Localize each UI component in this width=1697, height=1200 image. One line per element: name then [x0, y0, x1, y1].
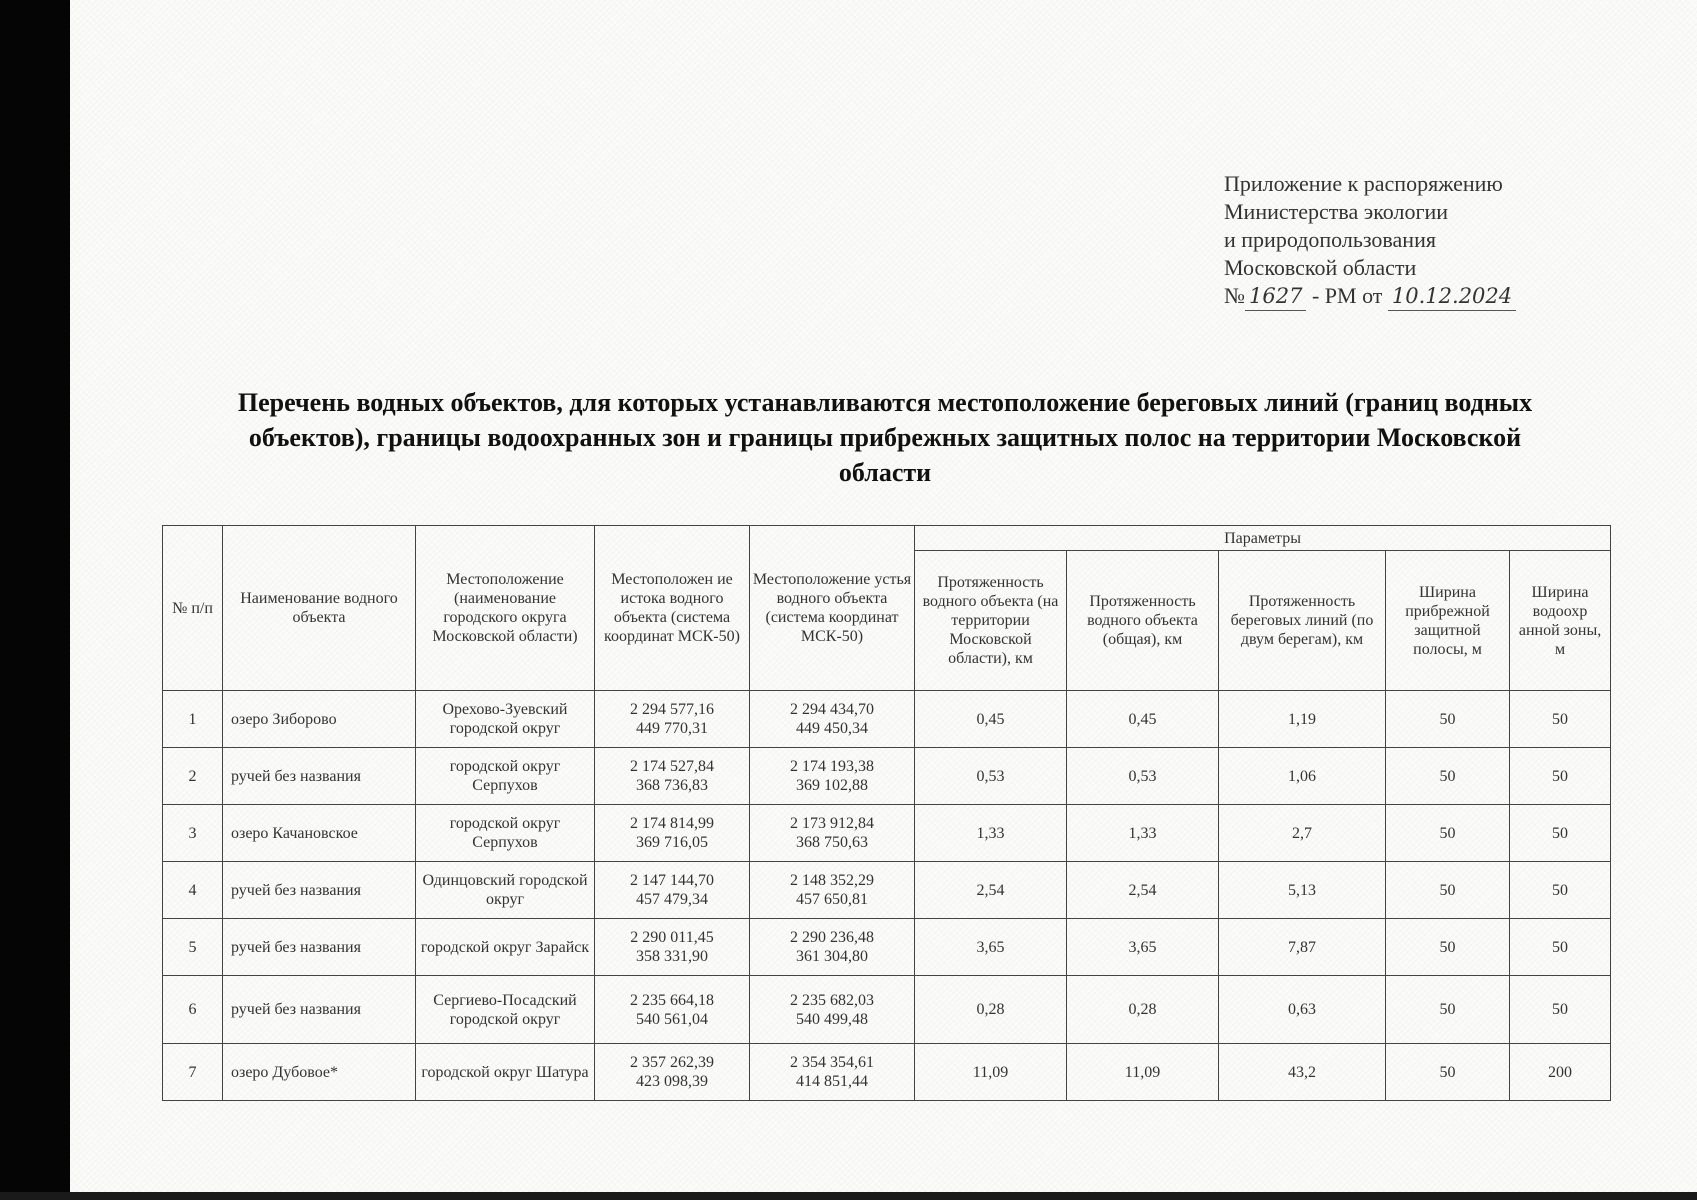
- cell-num: 2: [163, 748, 223, 805]
- mouth-x: 2 290 236,48: [790, 929, 874, 946]
- cell-source: [595, 805, 750, 862]
- header-length-total: Протяженность водного объекта (общая), км: [1067, 551, 1219, 691]
- appendix-block: [1224, 170, 1516, 311]
- cell-shore-length: 2,7: [1219, 805, 1386, 862]
- handwritten-number: 1627: [1245, 282, 1306, 311]
- appendix-number-line: [1224, 282, 1516, 311]
- cell-num: 1: [163, 691, 223, 748]
- cell-zone-width: 50: [1510, 805, 1611, 862]
- cell-shore-length: 7,87: [1219, 919, 1386, 976]
- cell-zone-width: 50: [1510, 976, 1611, 1044]
- cell-zone-width: 50: [1510, 748, 1611, 805]
- source-y: 423 098,39: [636, 1073, 708, 1090]
- cell-mouth: [750, 691, 915, 748]
- cell-mouth: [750, 919, 915, 976]
- cell-num: 6: [163, 976, 223, 1044]
- cell-zone-width: 50: [1510, 691, 1611, 748]
- cell-length-total: 2,54: [1067, 862, 1219, 919]
- number-suffix: - РМ от: [1311, 283, 1383, 308]
- number-prefix: №: [1224, 283, 1245, 308]
- cell-length-total: 0,45: [1067, 691, 1219, 748]
- source-y: 540 561,04: [636, 1010, 708, 1028]
- cell-length-region: 0,28: [915, 976, 1067, 1044]
- handwritten-date: 10.12.2024: [1388, 282, 1516, 311]
- cell-shore-length: 43,2: [1219, 1044, 1386, 1101]
- cell-location: городской округ Зарайск: [416, 919, 595, 976]
- scan-left-border: [0, 0, 70, 1200]
- header-zone-width: Ширина водоохр анной зоны, м: [1510, 551, 1611, 691]
- cell-location: Одинцовский городской округ: [416, 862, 595, 919]
- cell-mouth: [750, 976, 915, 1044]
- source-x: 2 290 011,45: [630, 929, 714, 946]
- cell-length-total: 0,28: [1067, 976, 1219, 1044]
- table-row: [163, 1044, 1611, 1101]
- cell-mouth: [750, 748, 915, 805]
- cell-name: озеро Зиборово: [223, 691, 416, 748]
- cell-num: 5: [163, 919, 223, 976]
- cell-length-total: 0,53: [1067, 748, 1219, 805]
- header-source: Местоположен ие истока водного объекта (система координат МСК-50): [595, 526, 750, 691]
- header-location: Местоположение (наименование городского округа Московской области): [416, 526, 595, 691]
- source-x: 2 147 144,70: [630, 872, 714, 889]
- cell-source: [595, 862, 750, 919]
- header-num: № п/п: [163, 526, 223, 691]
- cell-location: городской округ Серпухов: [416, 805, 595, 862]
- header-shore-length: Протяженность береговых линий (по двум берегам), км: [1219, 551, 1386, 691]
- header-row-1: [163, 526, 1611, 551]
- cell-location: Сергиево-Посадский городской округ: [416, 976, 595, 1044]
- source-y: 368 736,83: [636, 777, 708, 794]
- cell-shore-length: 1,19: [1219, 691, 1386, 748]
- cell-strip-width: 50: [1386, 1044, 1510, 1101]
- cell-shore-length: 0,63: [1219, 976, 1386, 1044]
- cell-name: ручей без названия: [223, 919, 416, 976]
- mouth-y: 457 650,81: [796, 891, 868, 908]
- cell-location: городской округ Серпухов: [416, 748, 595, 805]
- cell-source: [595, 976, 750, 1044]
- title-line-1: Перечень водных объектов, для которых устанавливаются местоположение береговых линий (границ водных: [237, 388, 1533, 417]
- header-mouth: Местоположение устья водного объекта (система координат МСК-50): [750, 526, 915, 691]
- source-x: 2 235 664,18: [630, 991, 714, 1009]
- cell-location: городской округ Шатура: [416, 1044, 595, 1101]
- cell-name: ручей без названия: [223, 976, 416, 1044]
- document-title: [190, 385, 1580, 490]
- source-y: 449 770,31: [636, 720, 708, 737]
- title-line-2: объектов), границы водоохранных зон и границы прибрежных защитных полос на территории Московской: [248, 423, 1522, 452]
- cell-length-total: 3,65: [1067, 919, 1219, 976]
- cell-zone-width: 50: [1510, 862, 1611, 919]
- header-length-region: Протяженность водного объекта (на территории Московской области), км: [915, 551, 1067, 691]
- water-objects-table: [162, 525, 1611, 1101]
- source-y: 369 716,05: [636, 834, 708, 851]
- cell-strip-width: 50: [1386, 976, 1510, 1044]
- cell-location: Орехово-Зуевский городской округ: [416, 691, 595, 748]
- mouth-y: 369 102,88: [796, 777, 868, 794]
- cell-source: [595, 919, 750, 976]
- cell-shore-length: 5,13: [1219, 862, 1386, 919]
- mouth-x: 2 174 193,38: [790, 758, 874, 775]
- source-x: 2 174 814,99: [630, 815, 714, 832]
- cell-mouth: [750, 1044, 915, 1101]
- appendix-line-1: Приложение к распоряжению: [1224, 171, 1503, 196]
- table-row: [163, 691, 1611, 748]
- cell-shore-length: 1,06: [1219, 748, 1386, 805]
- cell-source: [595, 748, 750, 805]
- cell-name: озеро Дубовое*: [223, 1044, 416, 1101]
- cell-length-region: 1,33: [915, 805, 1067, 862]
- table-row: [163, 748, 1611, 805]
- mouth-y: 414 851,44: [796, 1073, 868, 1090]
- cell-mouth: [750, 862, 915, 919]
- cell-name: озеро Качановское: [223, 805, 416, 862]
- source-x: 2 357 262,39: [630, 1054, 714, 1071]
- cell-source: [595, 1044, 750, 1101]
- cell-length-region: 3,65: [915, 919, 1067, 976]
- appendix-line-3: и природопользования: [1224, 227, 1436, 252]
- cell-source: [595, 691, 750, 748]
- table-row: [163, 805, 1611, 862]
- cell-strip-width: 50: [1386, 862, 1510, 919]
- mouth-y: 361 304,80: [796, 948, 868, 965]
- mouth-x: 2 354 354,61: [790, 1054, 874, 1071]
- cell-length-region: 0,45: [915, 691, 1067, 748]
- cell-length-total: 11,09: [1067, 1044, 1219, 1101]
- table-row: [163, 919, 1611, 976]
- source-y: 457 479,34: [636, 891, 708, 908]
- header-strip-width: Ширина прибрежной защитной полосы, м: [1386, 551, 1510, 691]
- mouth-y: 449 450,34: [796, 720, 868, 737]
- cell-length-region: 2,54: [915, 862, 1067, 919]
- table-row: [163, 862, 1611, 919]
- appendix-line-2: Министерства экологии: [1224, 199, 1449, 224]
- cell-strip-width: 50: [1386, 805, 1510, 862]
- mouth-y: 540 499,48: [796, 1010, 868, 1028]
- mouth-x: 2 148 352,29: [790, 872, 874, 889]
- cell-name: ручей без названия: [223, 862, 416, 919]
- mouth-x: 2 294 434,70: [790, 701, 874, 718]
- header-parameters: Параметры: [915, 526, 1611, 551]
- cell-strip-width: 50: [1386, 919, 1510, 976]
- cell-mouth: [750, 805, 915, 862]
- cell-zone-width: 200: [1510, 1044, 1611, 1101]
- cell-length-region: 0,53: [915, 748, 1067, 805]
- cell-strip-width: 50: [1386, 748, 1510, 805]
- cell-num: 7: [163, 1044, 223, 1101]
- scan-bottom-border: [0, 1192, 1697, 1200]
- table-row: [163, 976, 1611, 1044]
- cell-length-total: 1,33: [1067, 805, 1219, 862]
- source-y: 358 331,90: [636, 948, 708, 965]
- source-x: 2 174 527,84: [630, 758, 714, 775]
- mouth-x: 2 173 912,84: [790, 815, 874, 832]
- cell-num: 3: [163, 805, 223, 862]
- appendix-line-4: Московской области: [1224, 255, 1417, 280]
- cell-zone-width: 50: [1510, 919, 1611, 976]
- cell-length-region: 11,09: [915, 1044, 1067, 1101]
- mouth-x: 2 235 682,03: [790, 991, 874, 1009]
- source-x: 2 294 577,16: [630, 701, 714, 718]
- mouth-y: 368 750,63: [796, 834, 868, 851]
- header-name: Наименование водного объекта: [223, 526, 416, 691]
- cell-strip-width: 50: [1386, 691, 1510, 748]
- cell-num: 4: [163, 862, 223, 919]
- title-line-3: области: [838, 458, 932, 487]
- cell-name: ручей без названия: [223, 748, 416, 805]
